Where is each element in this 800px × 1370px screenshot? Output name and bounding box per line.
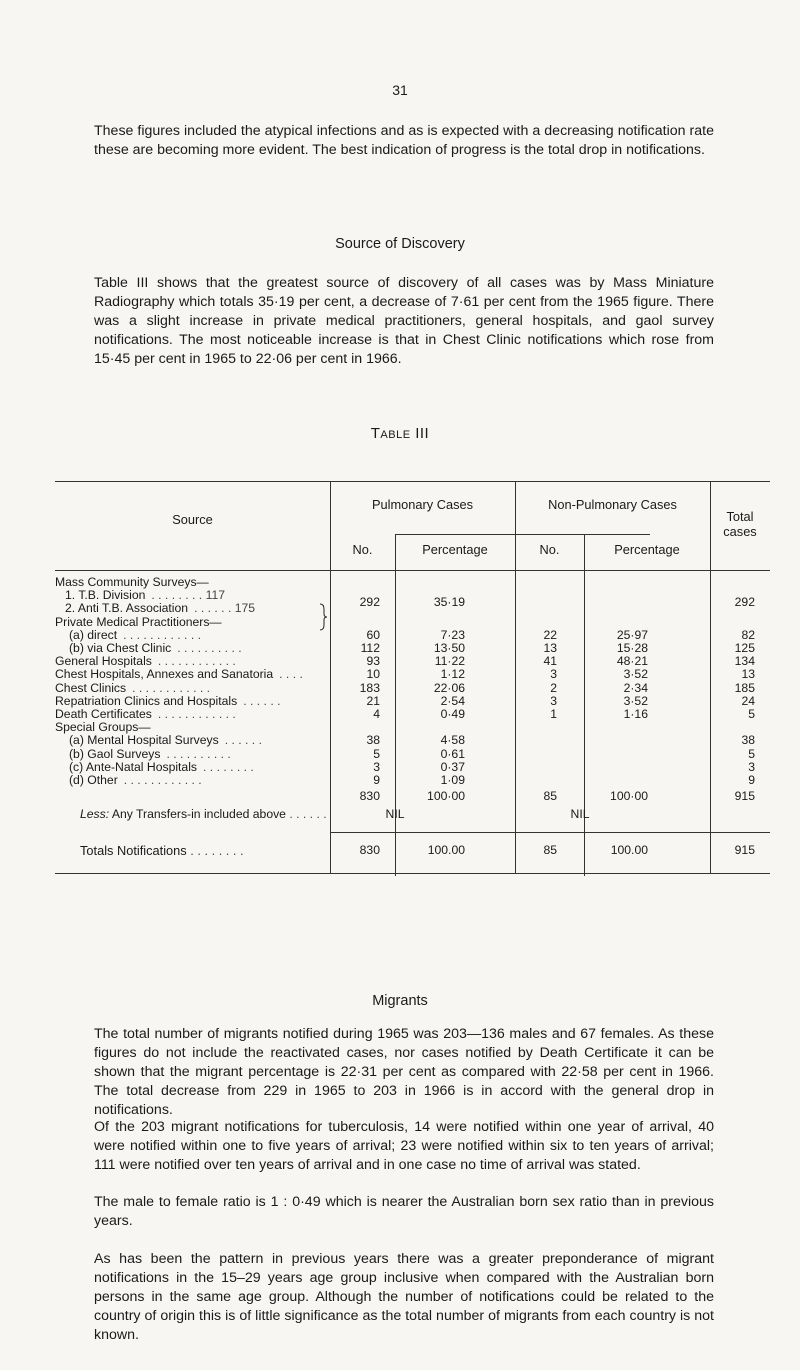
row-label-text: (c) Ante-Natal Hospitals	[69, 759, 198, 774]
subtotal-nonpulm-pct: 100·00	[610, 789, 648, 803]
migrants-paragraph-2: Of the 203 migrant notifications for tuberculosis, 14 were notified within one year of arrival, 40 were notified within one to five years of arrival; 23 were notified within six to ten years of arrival; 111 were notified over ten years of arrival and in one case no time of arrival was stated.	[94, 1119, 714, 1173]
table-row-label	[55, 707, 236, 721]
source-heading: Source of Discovery	[335, 236, 465, 252]
cell-pulm-no: 5	[373, 746, 380, 761]
cell-nonpulm-no: 22	[543, 627, 557, 642]
cell-nonpulm-pct: 48·21	[616, 654, 648, 669]
cell-total: 125	[734, 641, 755, 655]
cell-nonpulm-pct: 25·97	[616, 627, 648, 642]
header-bottom-rule	[55, 570, 770, 571]
row-label-text: 1. T.B. Division	[65, 588, 146, 603]
header-pulm-pct: Percentage	[422, 542, 488, 557]
cell-pulm-no: 292	[359, 594, 380, 609]
totals-nonpulm-no: 85	[543, 843, 557, 857]
table-row-label	[69, 747, 231, 761]
table-row-label	[55, 615, 228, 629]
migrants-paragraph-3: The male to female ratio is 1 : 0·49 which is nearer the Australian born sex ratio than in previous years.	[94, 1194, 714, 1229]
less-emphasis: Less:	[80, 807, 110, 821]
cell-pulm-pct: 22·06	[433, 680, 465, 695]
cell-total: 9	[748, 773, 755, 787]
row-label-text: Special Groups—	[55, 720, 151, 735]
cell-nonpulm-no: 1	[550, 707, 557, 721]
table-row-label	[69, 773, 202, 787]
row-leader-dots: . . . . . . . . . . . .	[157, 707, 236, 721]
table-row-label	[55, 667, 303, 681]
migrants-heading: Migrants	[372, 993, 428, 1009]
cell-pulm-pct: 1·09	[440, 773, 465, 787]
totals-pulm-no: 830	[359, 843, 380, 857]
cell-pulm-no: 9	[373, 773, 380, 787]
subtotal-pulm-pct: 100·00	[427, 789, 465, 803]
row-leader-dots: . . . . . . 175	[194, 601, 256, 616]
migrants-paragraph-4: As has been the pattern in previous years there was a greater preponderance of migrant notifications in the 15–29 years age group inclusive when compared with the Australian born persons in the same age group. Although the number of notifications could be related to the country of origin this is of little significance as the total number of migrants from each country is not known.	[94, 1251, 714, 1343]
cell-total: 3	[748, 759, 755, 774]
row-leader-dots: . . . . . . . . . . . .	[123, 773, 202, 787]
cell-pulm-no: 4	[373, 707, 380, 721]
table-row-label	[55, 720, 157, 734]
row-leader-dots: . . . .	[279, 667, 303, 682]
source-paragraph: Table III shows that the greatest source of discovery of all cases was by Mass Miniature Radiography which totals 35·19 per cent, a decrease of 7·61 per cent from the 1965 figure. There was a slight increase in private medical practitioners, general hospitals, and gaol survey notifications. The most noticeable increase is that in Chest Clinic notifications which rose from 15·45 per cent in 1965 to 22·06 per cent in 1966.	[94, 275, 714, 367]
table-title: Table III	[370, 425, 430, 442]
table-row-label	[69, 641, 242, 655]
table-row-label	[55, 575, 215, 589]
cell-total: 185	[734, 680, 755, 695]
cell-nonpulm-no: 41	[543, 654, 557, 669]
row-leader-dots: . . . . . .	[243, 693, 281, 708]
row-leader-dots: . . . . . . . . . . . .	[132, 680, 211, 695]
cell-nonpulm-pct: 3·52	[623, 667, 648, 682]
totals-row-label	[80, 843, 244, 858]
cell-pulm-pct: 11·22	[434, 654, 465, 669]
row-label-text: (a) Mental Hospital Surveys	[69, 733, 219, 748]
header-pulm-no: No.	[352, 542, 373, 557]
less-row-dots: . . . . . .	[289, 807, 327, 821]
cell-pulm-no: 38	[366, 733, 380, 748]
cell-pulm-pct: 35·19	[433, 594, 465, 609]
table-row-label	[69, 733, 262, 747]
row-label-text: Private Medical Practitioners—	[55, 614, 222, 629]
cell-pulm-no: 10	[366, 667, 380, 682]
table-iii	[55, 455, 770, 875]
subtotal-rule	[330, 832, 770, 833]
table-row-label	[55, 694, 280, 708]
cell-total: 24	[741, 693, 755, 708]
row-leader-dots: . . . . . . . . . .	[177, 641, 242, 655]
header-source: Source	[172, 512, 213, 527]
row-leader-dots: . . . . . .	[224, 733, 262, 748]
cell-pulm-no: 183	[359, 680, 380, 695]
subtotal-pulm-no: 830	[359, 789, 380, 803]
cell-pulm-no: 3	[373, 759, 380, 774]
cell-pulm-no: 60	[366, 627, 380, 642]
row-label-text: 2. Anti T.B. Association	[65, 601, 189, 616]
table-row-label	[69, 760, 254, 774]
cell-nonpulm-pct: 3·52	[623, 693, 648, 708]
header-split-rule	[395, 534, 650, 535]
totals-row-dots: . . . . . . . .	[190, 843, 244, 858]
page-number: 31	[392, 82, 408, 98]
row-label-text: (a) direct	[69, 627, 118, 642]
less-row-text: Any Transfers-in included above	[111, 807, 286, 821]
cell-nonpulm-pct: 1·16	[623, 707, 648, 721]
row-label-text: Chest Clinics	[55, 680, 127, 695]
row-leader-dots: . . . . . . . .	[203, 759, 254, 774]
cell-total: 38	[741, 733, 755, 748]
cell-total: 292	[734, 594, 755, 609]
row-leader-dots: . . . . . . . . . .	[166, 746, 231, 761]
cell-nonpulm-no: 3	[550, 693, 557, 708]
cell-total: 5	[748, 746, 755, 761]
curly-brace-icon	[318, 603, 328, 631]
table-row-label	[55, 654, 236, 668]
row-label-text: (d) Other	[69, 773, 118, 787]
row-leader-dots: . . . . . . . . 117	[151, 588, 225, 603]
cell-nonpulm-pct: 15·28	[616, 641, 648, 655]
row-leader-dots: . . . . . . . . . . . .	[157, 654, 236, 669]
less-nonpulm-nil: NIL	[570, 807, 590, 821]
cell-nonpulm-no: 13	[543, 641, 557, 655]
row-label-text: (b) via Chest Clinic	[69, 641, 172, 655]
cell-total: 5	[748, 707, 755, 721]
cell-pulm-no: 21	[366, 693, 380, 708]
totals-total: 915	[734, 843, 755, 857]
header-non-pulmonary: Non-Pulmonary Cases	[548, 497, 677, 512]
row-leader-dots: . . . . . . . . . . . .	[123, 627, 201, 642]
cell-pulm-pct: 7·23	[440, 627, 465, 642]
cell-pulm-no: 112	[360, 641, 380, 655]
header-nonpulm-no: No.	[539, 542, 560, 557]
table-bottom-rule	[55, 873, 770, 874]
row-label-text: General Hospitals	[55, 654, 152, 669]
row-label-text: Death Certificates	[55, 707, 152, 721]
header-pulmonary: Pulmonary Cases	[372, 497, 473, 512]
subtotal-nonpulm-no: 85	[543, 789, 557, 803]
cell-pulm-pct: 1·12	[440, 667, 465, 682]
row-label-text: Repatriation Clinics and Hospitals	[55, 693, 238, 708]
intro-paragraph: These figures included the atypical infections and as is expected with a decreasing notification rate these are becoming more evident. The best indication of progress is the total drop in notifications.	[94, 123, 714, 158]
header-total: Total cases	[723, 509, 757, 539]
cell-pulm-pct: 13·50	[433, 641, 465, 655]
cell-nonpulm-no: 3	[550, 667, 557, 682]
table-row-label	[65, 601, 255, 615]
cell-pulm-pct: 0·61	[440, 746, 465, 761]
table-row-label	[69, 628, 201, 642]
cell-nonpulm-no: 2	[550, 680, 557, 695]
cell-pulm-pct: 4·58	[440, 733, 465, 748]
row-label-text: (b) Gaol Surveys	[69, 746, 161, 761]
header-nonpulm-pct: Percentage	[614, 542, 680, 557]
subtotal-total: 915	[734, 789, 755, 803]
cell-total: 82	[741, 627, 755, 642]
row-label-text: Mass Community Surveys—	[55, 575, 209, 589]
less-row-label	[80, 807, 327, 821]
cell-total: 13	[741, 667, 755, 682]
totals-nonpulm-pct: 100.00	[610, 843, 648, 857]
cell-pulm-pct: 2·54	[440, 693, 465, 708]
row-label-text: Chest Hospitals, Annexes and Sanatoria	[55, 667, 274, 682]
migrants-paragraph-1: The total number of migrants notified during 1965 was 203—136 males and 67 females. As these figures do not include the reactivated cases, nor cases notified by Death Certificate it can be shown that the migrant percentage is 22·31 per cent as compared with 22·58 per cent in 1966. The total decrease from 229 in 1965 to 203 in 1966 is in accord with the general drop in notifications.	[94, 1026, 714, 1118]
table-row-label	[55, 681, 210, 695]
cell-total: 134	[734, 654, 755, 669]
cell-pulm-pct: 0·49	[440, 707, 465, 721]
totals-pulm-pct: 100.00	[427, 843, 465, 857]
cell-nonpulm-pct: 2·34	[623, 680, 648, 695]
less-pulm-nil: NIL	[385, 807, 405, 821]
cell-pulm-pct: 0·37	[440, 759, 465, 774]
cell-pulm-no: 93	[366, 654, 380, 669]
totals-row-text: Totals Notifications	[80, 843, 187, 858]
table-top-rule	[55, 481, 770, 482]
table-row-label	[65, 588, 225, 602]
